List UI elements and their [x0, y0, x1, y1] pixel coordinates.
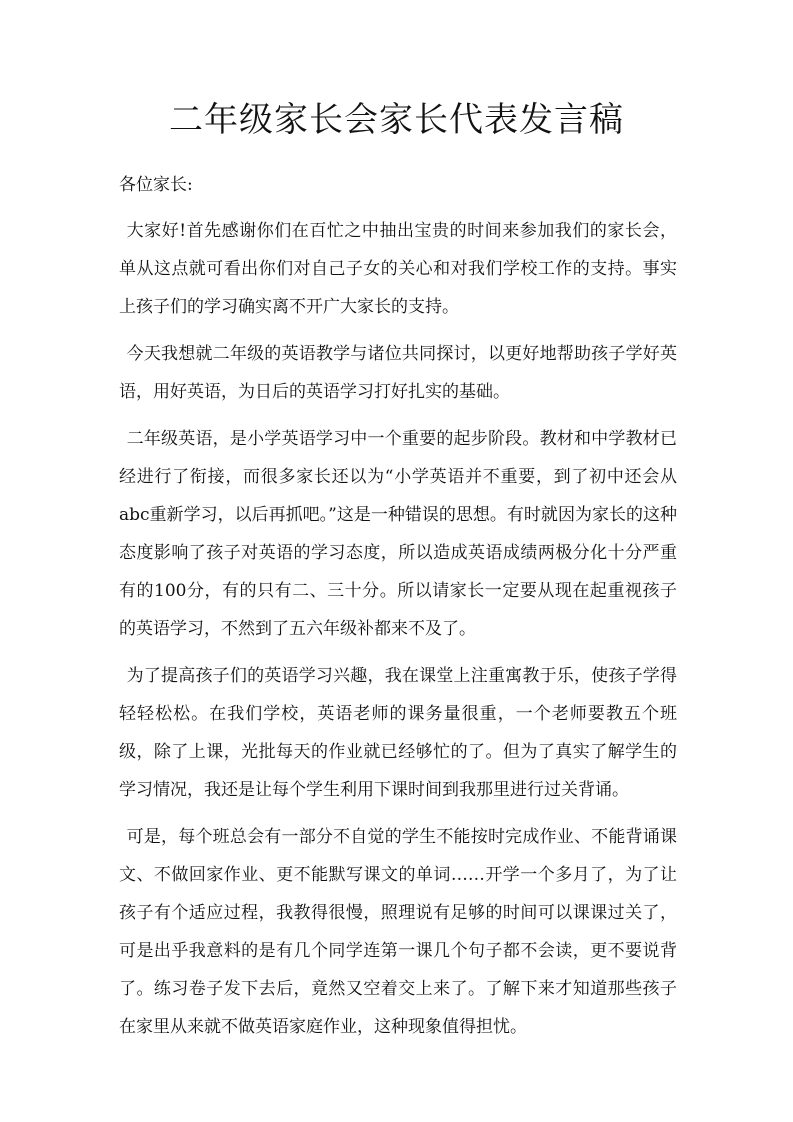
salutation: 各位家长: — [119, 175, 193, 195]
paragraph-4: 为了提高孩子们的英语学习兴趣，我在课堂上注重寓教于乐，使孩子学得轻轻松松。在我们学校，英语老师的课务量很重，一个老师要教五个班级，除了上课，光批每天的作业就已经够忙的了。但为了真实了解学生的学习情况，我还是让每个学生利用下课时间到我那里进行过关背诵。 — [119, 666, 677, 800]
paragraph-5: 可是，每个班总会有一部分不自觉的学生不能按时完成作业、不能背诵课文、不做回家作业、更不能默写课文的单词……开学一个多月了，为了让孩子有个适应过程，我教得很慢，照理说有足够的时间可以课课过关了，可是出乎我意料的是有几个同学连第一课几个句子都不会读，更不要说背了。练习卷子发下去后，竟然又空着交上来了。了解下来才知道那些孩子在家里从来就不做英语家庭作业，这种现象值得担忧。 — [119, 827, 677, 1037]
document-title: 二年级家长会家长代表发言稿 — [169, 100, 624, 140]
paragraph-1: 大家好!首先感谢你们在百忙之中抽出宝贵的时间来参加我们的家长会，单从这点就可看出你们对自己子女的关心和对我们学校工作的支持。事实上孩子们的学习确实离不开广大家长的支持。 — [119, 221, 677, 317]
paragraph-3: 二年级英语，是小学英语学习中一个重要的起步阶段。教材和中学教材已经进行了衔接，而很多家长还以为“小学英语并不重要，到了初中还会从abc重新学习，以后再抓吧。”这是一种错误的思想。有时就因为家长的这种态度影响了孩子对英语的学习态度，所以造成英语成绩两极分化十分严重有的100分，有的只有二、三十分。所以请家长一定要从现在起重视孩子的英语学习，不然到了五六年级补都来不及了。 — [119, 429, 677, 639]
document-body — [119, 166, 677, 1055]
paragraph-2: 今天我想就二年级的英语教学与诸位共同探讨，以更好地帮助孩子学好英语，用好英语，为日后的英语学习打好扎实的基础。 — [119, 344, 677, 402]
